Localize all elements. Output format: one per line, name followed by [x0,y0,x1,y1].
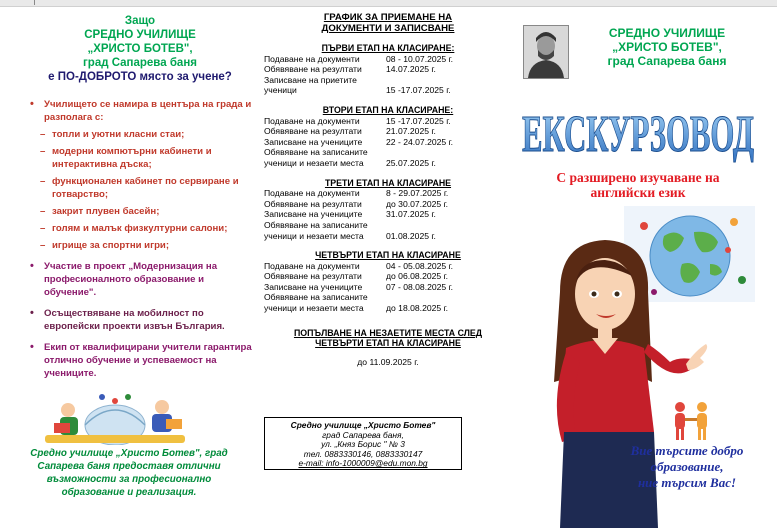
address-box [264,417,462,470]
row-label: Обявяване на резултати [264,126,362,137]
row-value [386,147,512,158]
stage-title: ТРЕТИ ЕТАП НА КЛАСИРАНЕ [324,177,452,188]
schedule-title-1: ГРАФИК ЗА ПРИЕМАНЕ НА [323,12,453,23]
stage-title: ЧЕТВЪРТИ ЕТАП НА КЛАСИРАНЕ [315,250,461,261]
row-label: Подаване на документи [264,53,360,64]
left-footer: Средно училище „Христо Ботев", град Сапарева баня предоставя отлични възможности за професионално образование и реализация. [30,448,228,498]
row-label: ученици и незаети места [264,303,364,314]
schedule-row [264,199,512,210]
schedule-row [264,137,512,148]
vacancies-deadline: до 11.09.2025 г. [357,356,419,367]
why-heading [26,14,254,84]
advantages-list [26,98,254,380]
english-profile-line-1: С разширено изучаване на [556,170,720,185]
schedule-row [264,188,512,199]
bullet-project: • Участие в проект „Модернизация на професионалното образование и обучение". [26,260,254,299]
row-label: ученици [264,85,297,96]
row-value: 07 - 08.08.2025 г. [386,281,454,292]
row-label: ученици и незаети места [264,230,364,241]
sub-item: – топли и уютни класни стаи; [26,128,254,141]
row-value [386,75,512,86]
handshake-people-icon [670,400,712,442]
slogan-line-1: Вие търсите добро [630,443,744,458]
why-line-2: СРЕДНО УЧИЛИЩЕ [84,29,196,41]
bullet-center-location: • Училището се намира в центъра на града и разполага с: [26,98,254,124]
right-school-line-3: град Сапарева баня [607,54,727,68]
address-town: град Сапарева баня, [322,429,404,440]
row-value: 25.07.2025 г. [386,157,436,168]
row-label: Подаване на документи [264,260,360,271]
schedule-row [264,261,512,272]
why-question: е ПО-ДОБРОТО място за учене? [48,71,232,83]
ruler-mark [34,0,35,5]
sub-item: – модерни компютърни кабинети и интерактивна дъска; [26,145,254,171]
row-label: Подаване на документи [264,115,360,126]
address-email[interactable]: e-mail: info-1000009@edu.mon.bg [298,458,428,469]
row-label: Записване на учениците [264,281,363,292]
bullet-teachers: • Екип от квалифицирани учители гарантира отлично обучение и успеваемост на учениците. [26,341,254,380]
row-label: Обявяване на резултати [264,198,362,209]
row-value: 8 - 29.07.2025 г. [386,188,449,199]
slogan [612,443,762,491]
why-line-1: Защо [124,15,156,27]
schedule-row [264,271,512,282]
brand-text: ЕКСКУРЗОВОД [522,106,755,163]
row-label: Обявяване на резултати [264,271,362,282]
schedule-row [264,54,512,65]
address-phone: тел. 0883330146, 0883330147 [303,448,423,459]
schedule-row [264,64,512,75]
schedule-row [264,116,512,127]
row-label: Записване на учениците [264,209,363,220]
row-value: 04 - 05.08.2025 г. [386,260,454,271]
row-value: 21.07.2025 г. [386,126,436,137]
schedule-row [264,282,512,293]
row-label: Обявяване на записаните [264,219,368,230]
row-value: 15 -17.07.2025 г. [386,85,451,96]
portrait-image [523,25,569,79]
row-value: 22 - 24.07.2025 г. [386,136,454,147]
children-reading-image [40,385,190,445]
slogan-line-2: образование, [650,459,724,474]
english-profile [520,170,756,200]
row-value: 31.07.2025 г. [386,209,436,220]
sub-item: – закрит плувен басейн; [26,205,254,218]
slogan-line-3: ние търсим Вас! [637,475,737,490]
schedule-row [264,231,512,242]
row-label: Обявяване на резултати [264,64,362,75]
schedule-row [264,158,512,169]
row-label: Обявяване на записаните [264,147,368,158]
vacancies-title-2: ЧЕТВЪРТИ ЕТАП НА КЛАСИРАНЕ [315,338,461,349]
row-value [386,220,512,231]
stage-title: ВТОРИ ЕТАП НА КЛАСИРАНЕ: [322,104,454,115]
why-line-3: „ХРИСТО БОТЕВ", [87,43,193,55]
address-street: ул. „Княз Борис " № 3 [321,439,405,450]
row-value: 15 -17.07.2025 г. [386,115,451,126]
window-top-bar [0,0,777,7]
row-value: 01.08.2025 г. [386,230,436,241]
schedule-row [264,147,512,158]
row-label: Записване на приетите [264,74,357,85]
schedule-row [264,220,512,231]
right-school-line-2: „ХРИСТО БОТЕВ", [612,40,722,54]
row-value: до 18.08.2025 г. [386,303,449,314]
bullet-mobility: • Осъществяване на мобилност по европейски проекти извън България. [26,307,254,333]
schedule-row [264,126,512,137]
row-value: до 06.08.2025 г. [386,271,449,282]
sub-item: – игрище за спортни игри; [26,239,254,252]
schedule-row [264,75,512,86]
schedule-row [264,303,512,314]
address-school-name: Средно училище „Христо Ботев" [290,420,436,430]
schedule-title-2: ДОКУМЕНТИ И ЗАПИСВАНЕ [321,23,455,34]
schedule-row [264,209,512,220]
right-school-title [572,26,762,68]
schedule-row [264,85,512,96]
schedule-panel [264,12,512,367]
why-line-4: град Сапарева баня [83,57,197,69]
left-panel [26,14,254,380]
right-school-line-1: СРЕДНО УЧИЛИЩЕ [608,26,726,40]
row-value: до 30.07.2025 г. [386,198,449,209]
schedule-row [264,292,512,303]
row-label: ученици и незаети места [264,157,364,168]
row-label: Обявяване на записаните [264,292,368,303]
vacancies-title-1: ПОПЪЛВАНЕ НА НЕЗАЕТИТЕ МЕСТА СЛЕД [293,327,483,338]
english-profile-line-2: английски език [590,185,686,200]
brand-wordart [518,95,758,165]
row-label: Записване на учениците [264,136,363,147]
row-value: 14.07.2025 г. [386,64,436,75]
row-label: Подаване на документи [264,188,360,199]
sub-item: – функционален кабинет по сервиране и готварство; [26,175,254,201]
sub-item: – голям и малък физкултурни салони; [26,222,254,235]
row-value: 08 - 10.07.2025 г. [386,53,454,64]
stage-title: ПЪРВИ ЕТАП НА КЛАСИРАНЕ: [321,43,455,53]
row-value [386,292,512,303]
